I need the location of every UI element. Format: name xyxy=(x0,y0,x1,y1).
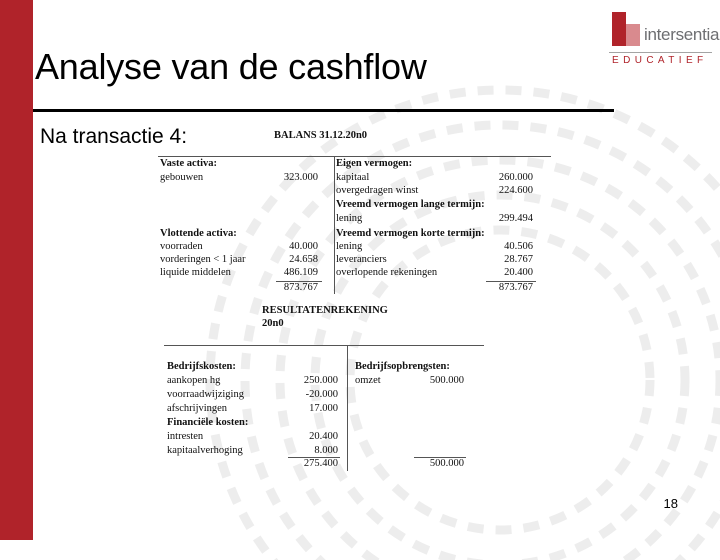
resultaten-top-rule xyxy=(164,345,484,346)
balans-row-label: overgedragen winst xyxy=(336,185,419,196)
resultaten-row-label: voorraadwijziging xyxy=(167,389,244,400)
balans-row-value: 486.109 xyxy=(283,267,318,278)
balans-row-value: 24.658 xyxy=(289,254,318,265)
balans-row-label: lening xyxy=(336,241,363,252)
balans-row-label: overlopende rekeningen xyxy=(336,267,438,278)
balans-row-value: 20.400 xyxy=(504,267,533,278)
balans-center-divider xyxy=(334,156,335,294)
vaste-activa-header: Vaste activa: xyxy=(160,158,218,169)
balans-top-rule xyxy=(158,156,551,157)
page-number: 18 xyxy=(663,496,678,511)
vvlt-header: Vreemd vermogen lange termijn: xyxy=(336,199,485,210)
total-activa-value: 873.767 xyxy=(283,282,318,293)
intersentia-logo xyxy=(608,12,720,66)
title-underline xyxy=(33,109,614,112)
financiele-kosten-header: Financiële kosten: xyxy=(167,417,249,428)
balans-row-label: liquide middelen xyxy=(160,267,231,278)
eigen-vermogen-header: Eigen vermogen: xyxy=(336,158,413,169)
resultaten-row-value: 8.000 xyxy=(314,445,338,456)
balans-row-value: 299.494 xyxy=(498,213,533,224)
total-opbrengsten-value: 500.000 xyxy=(429,458,464,469)
logo-tagline: EDUCATIEF xyxy=(612,55,708,66)
logo-divider xyxy=(609,52,712,53)
balans-row-label: leveranciers xyxy=(336,254,387,265)
logo-wordmark: intersentia xyxy=(644,25,720,44)
resultaten-row-value: 250.000 xyxy=(303,375,338,386)
balans-title: BALANS 31.12.20n0 xyxy=(274,130,368,141)
balans-row-value: 28.767 xyxy=(504,254,533,265)
balans-row-value: 40.000 xyxy=(289,241,318,252)
resultaten-row-label: kapitaalverhoging xyxy=(167,445,243,456)
resultaten-center-divider xyxy=(347,345,348,471)
slide-title: Analyse van de cashflow xyxy=(35,46,427,87)
slide-subtitle: Na transactie 4: xyxy=(40,125,188,148)
balans-row-value: 224.600 xyxy=(498,185,533,196)
resultaten-row-value: 20.400 xyxy=(309,431,338,442)
total-passiva-value: 873.767 xyxy=(498,282,533,293)
balans-row-value: 40.506 xyxy=(504,241,533,252)
resultaten-row-label: omzet xyxy=(355,375,381,386)
balans-row-label: voorraden xyxy=(160,241,203,252)
resultaten-subtitle: 20n0 xyxy=(262,318,284,329)
balans-row-label: lening xyxy=(336,213,363,224)
bedrijfsopbrengsten-header: Bedrijfsopbrengsten: xyxy=(355,361,450,372)
resultaten-row-value: 500.000 xyxy=(429,375,464,386)
resultaten-row-value: 17.000 xyxy=(309,403,338,414)
intersentia-mark-icon xyxy=(612,12,640,46)
bedrijfskosten-header: Bedrijfskosten: xyxy=(167,361,236,372)
total-kosten-value: 275.400 xyxy=(303,458,338,469)
vlottende-activa-header: Vlottende activa: xyxy=(160,228,237,239)
balans-row-label: gebouwen xyxy=(160,172,204,183)
balans-row-value: 323.000 xyxy=(283,172,318,183)
resultaten-row-value: -20.000 xyxy=(305,389,338,400)
left-accent-bar xyxy=(0,0,33,540)
background-arcs-decoration xyxy=(170,80,720,560)
balans-row-label: vorderingen < 1 jaar xyxy=(160,254,246,265)
vvkt-header: Vreemd vermogen korte termijn: xyxy=(336,228,485,239)
resultaten-title: RESULTATENREKENING xyxy=(262,305,388,316)
resultaten-row-label: aankopen hg xyxy=(167,375,221,386)
resultaten-row-label: afschrijvingen xyxy=(167,403,228,414)
resultaten-row-label: intresten xyxy=(167,431,204,442)
balans-row-value: 260.000 xyxy=(498,172,533,183)
balans-row-label: kapitaal xyxy=(336,172,370,183)
